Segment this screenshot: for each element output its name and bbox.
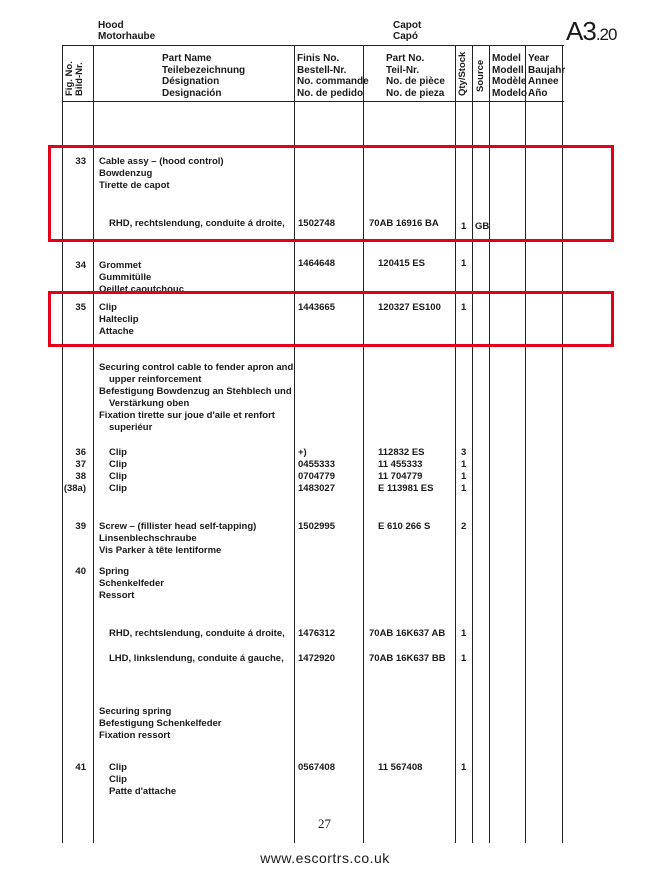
part-name-35-de: Halteclip — [99, 314, 139, 325]
note-securing-cable-fr-2: superiéur — [109, 422, 153, 433]
finis-38a: 1483027 — [298, 483, 335, 494]
col-head-part-name — [162, 53, 245, 99]
page-number: 27 — [318, 816, 331, 831]
col-head-part-no-es: No. de pieza — [386, 87, 445, 99]
finis-33: 1502748 — [298, 218, 335, 229]
part-no-41: 11 567408 — [378, 762, 423, 773]
finis-40-rhd: 1476312 — [298, 628, 335, 639]
col-head-part-no-en: Part No. — [386, 53, 425, 64]
col-head-part-name-de: Teilebezeichnung — [162, 64, 246, 76]
variant-40-lhd: LHD, linkslendung, conduite á gauche, — [109, 653, 284, 664]
part-name-39-de: Linsenblechschraube — [99, 533, 197, 544]
fig-38a: (38a) — [63, 483, 86, 494]
note-securing-spring-de: Befestigung Schenkelfeder — [99, 718, 222, 729]
fig-40: 40 — [75, 566, 86, 577]
part-name-40-en: Spring — [99, 566, 130, 577]
part-no-35: 120327 ES100 — [378, 302, 441, 313]
col-head-finis — [297, 53, 369, 99]
col-head-model-es: Modelo — [492, 87, 527, 99]
col-head-year-es: Año — [528, 87, 548, 99]
col-head-model — [492, 53, 527, 99]
finis-35: 1443665 — [298, 302, 335, 313]
part-name-34-en: Grommet — [99, 260, 142, 271]
part-no-38: 11 704779 — [378, 471, 423, 482]
finis-36: +) — [298, 447, 307, 458]
part-name-35-fr: Attache — [99, 326, 134, 337]
col-head-year-de: Baujahr — [528, 64, 566, 76]
finis-40-lhd: 1472920 — [298, 653, 335, 664]
fig-33: 33 — [75, 156, 86, 167]
part-no-37: 11 455333 — [378, 459, 423, 470]
clip-finis — [298, 447, 335, 495]
part-name-33-en: Cable assy – (hood control) — [99, 156, 224, 167]
col-head-part-no-fr: No. de pièce — [386, 76, 445, 87]
part-name-40-de: Schenkelfeder — [99, 578, 164, 589]
part-name-41-fr: Patte d'attache — [109, 786, 177, 797]
part-name-38a: Clip — [109, 483, 127, 494]
part-name-34-de: Gummitülle — [99, 272, 152, 283]
finis-38: 0704779 — [298, 471, 335, 482]
note-securing-cable — [99, 362, 293, 434]
col-head-part-name-en: Part Name — [162, 53, 212, 64]
note-securing-cable-de-1: Befestigung Bowdenzug an Stehblech und — [99, 386, 292, 397]
qty-40-lhd: 1 — [461, 653, 467, 664]
section-title-fr-es — [393, 20, 421, 42]
section-title-de: Motorhaube — [98, 31, 156, 42]
part-name-41-en: Clip — [109, 762, 127, 773]
page-code-main: A3 — [566, 16, 596, 46]
variant-40-rhd: RHD, rechtslendung, conduite á droite, — [109, 628, 285, 639]
col-head-year-en: Year — [528, 53, 550, 64]
qty-37: 1 — [461, 459, 467, 470]
highlight-box-row-33 — [48, 145, 614, 242]
fig-36: 36 — [75, 447, 86, 458]
part-name-36: Clip — [109, 447, 127, 458]
part-no-40-lhd: 70AB 16K637 BB — [369, 653, 446, 664]
clip-qtys — [461, 447, 466, 495]
page-code — [566, 16, 616, 47]
col-head-model-en: Model — [492, 53, 521, 64]
col-head-model-de: Modell — [492, 64, 524, 76]
note-securing-spring — [99, 706, 221, 742]
part-name-38: Clip — [109, 471, 127, 482]
part-name-34-fr: Oeillet caoutchouc — [99, 284, 184, 292]
col-head-fig — [65, 61, 85, 96]
part-no-33: 70AB 16916 BA — [369, 218, 439, 229]
qty-36: 3 — [461, 447, 467, 458]
col-head-part-name-es: Designación — [162, 87, 222, 99]
col-head-part-no — [386, 53, 445, 99]
finis-37: 0455333 — [298, 459, 335, 470]
qty-35: 1 — [461, 302, 467, 313]
qty-38a: 1 — [461, 483, 467, 494]
finis-41: 0567408 — [298, 762, 335, 773]
col-head-year-fr: Annee — [528, 76, 559, 87]
part-no-38a: E 113981 ES — [378, 483, 434, 494]
fig-38: 38 — [75, 471, 86, 482]
finis-34: 1464648 — [298, 258, 335, 269]
part-no-40-rhd: 70AB 16K637 AB — [369, 628, 446, 639]
part-no-34: 120415 ES — [378, 258, 426, 269]
section-title — [98, 20, 155, 42]
fig-39: 39 — [75, 521, 86, 532]
col-head-part-no-de: Teil-Nr. — [386, 64, 420, 76]
highlight-box-row-35 — [48, 291, 614, 347]
col-head-source: Source — [475, 59, 486, 92]
part-name-33-de: Bowdenzug — [99, 168, 153, 179]
qty-41: 1 — [461, 762, 467, 773]
part-name-40-fr: Ressort — [99, 590, 135, 601]
col-head-qty: Qty/Stock — [457, 51, 468, 96]
col-head-fig-de: Bild-Nr. — [74, 62, 85, 96]
note-securing-spring-en: Securing spring — [99, 706, 172, 717]
table-row — [46, 447, 86, 495]
note-securing-spring-fr: Fixation ressort — [99, 730, 171, 741]
col-head-model-fr: Modèle — [492, 76, 527, 87]
qty-34: 1 — [461, 258, 467, 269]
col-head-fig-en: Fig. No. — [64, 61, 75, 96]
finis-39: 1502995 — [298, 521, 335, 532]
part-name-39-fr: Vis Parker à tête lentiforme — [99, 545, 222, 556]
col-head-finis-de: Bestell-Nr. — [297, 64, 347, 76]
part-name-35-en: Clip — [99, 302, 117, 313]
col-head-part-name-fr: Désignation — [162, 76, 220, 87]
fig-37: 37 — [75, 459, 86, 470]
section-title-fr: Capot — [393, 20, 422, 31]
note-securing-cable-en-2: upper reinforcement — [109, 374, 202, 385]
variant-33-rhd: RHD, rechtslendung, conduite á droite, — [109, 218, 285, 229]
section-title-es: Capó — [393, 31, 418, 42]
fig-35: 35 — [75, 302, 86, 313]
qty-40-rhd: 1 — [461, 628, 467, 639]
part-name-40 — [99, 566, 164, 602]
part-name-39-en: Screw – (fillister head self-tapping) — [99, 521, 257, 532]
part-name-41 — [99, 762, 176, 798]
part-no-39: E 610 266 S — [378, 521, 431, 532]
col-head-year — [528, 53, 565, 99]
col-head-finis-fr: No. commande — [297, 76, 369, 87]
qty-39: 2 — [461, 521, 467, 532]
page-code-sub: .20 — [595, 25, 617, 44]
col-head-finis-en: Finis No. — [297, 53, 340, 64]
part-no-36: 112832 ES — [378, 447, 425, 458]
part-name-39 — [99, 521, 256, 557]
qty-33: 1 — [461, 221, 467, 232]
part-name-33-fr: Tirette de capot — [99, 180, 170, 191]
part-name-41-de: Clip — [109, 774, 127, 785]
part-name-34 — [99, 260, 184, 292]
clip-names — [99, 447, 127, 495]
qty-38: 1 — [461, 471, 467, 482]
section-title-en: Hood — [98, 20, 124, 31]
note-securing-cable-en-1: Securing control cable to fender apron and — [99, 362, 294, 373]
col-head-finis-es: No. de pedido — [297, 87, 364, 99]
fig-41: 41 — [75, 762, 86, 773]
source-33: GB — [475, 221, 490, 232]
fig-34: 34 — [75, 260, 86, 271]
clip-part-nos — [378, 447, 433, 495]
note-securing-cable-fr-1: Fixation tirette sur joue d'aile et renfort — [99, 410, 275, 421]
footer-url: www.escortrs.co.uk — [260, 850, 390, 866]
part-name-37: Clip — [109, 459, 127, 470]
note-securing-cable-de-2: Verstärkung oben — [109, 398, 190, 409]
